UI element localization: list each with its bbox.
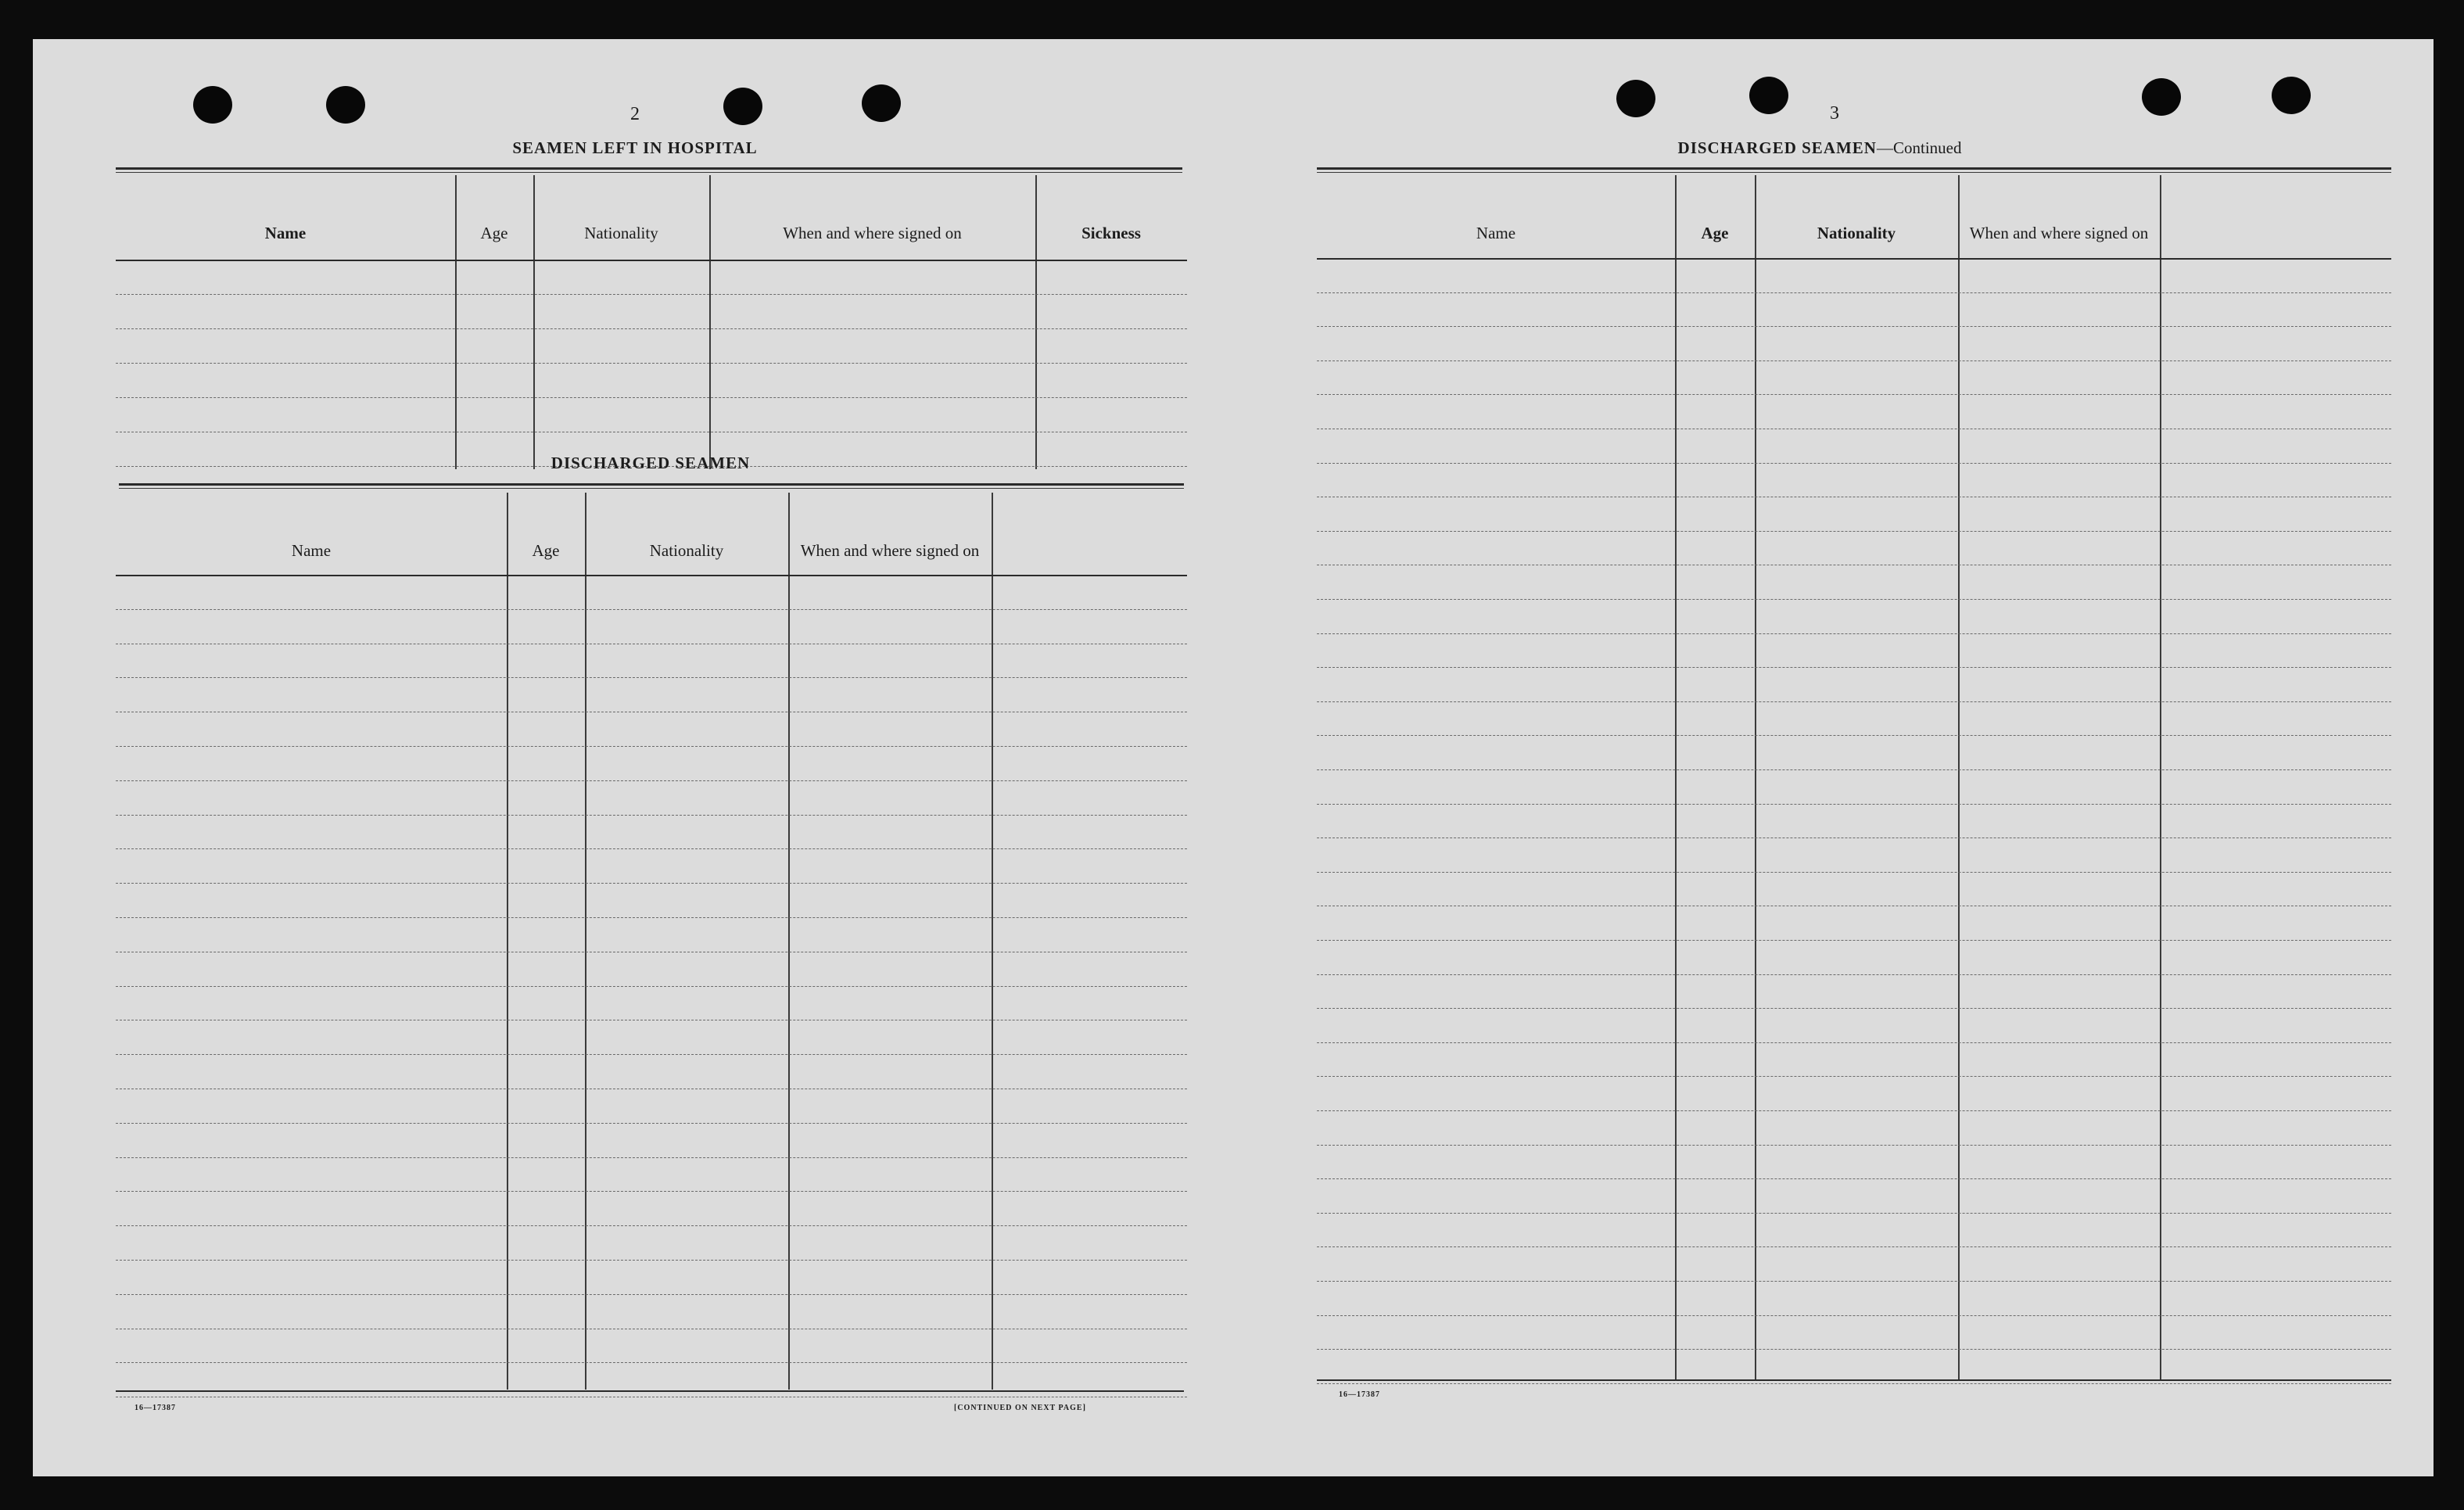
section-title-discharged: DISCHARGED SEAMEN (551, 454, 751, 472)
table-row (1317, 599, 2391, 600)
double-rule (1317, 167, 2391, 173)
table-row (1317, 394, 2391, 395)
punch-hole (723, 88, 762, 125)
ledger-sheet (33, 39, 2434, 1476)
table-row (1317, 1145, 2391, 1146)
column-header: Age (480, 224, 508, 242)
table-row (1317, 667, 2391, 668)
punch-hole (193, 86, 232, 124)
column-header: Nationality (649, 541, 724, 560)
column-divider (533, 175, 535, 469)
table-row (116, 328, 1187, 329)
column-header: Nationality (584, 224, 658, 242)
table-row (116, 1191, 1187, 1192)
discharged-table (116, 493, 1187, 1390)
table-row (116, 1362, 1187, 1363)
section-title-text: DISCHARGED SEAMEN (1677, 138, 1877, 157)
column-header: Name (264, 224, 307, 242)
table-row (116, 917, 1187, 918)
table-row (116, 780, 1187, 781)
table-row (1317, 1383, 2391, 1384)
table-row (1317, 1110, 2391, 1111)
page-number: 3 (1830, 103, 1839, 124)
table-row (1317, 463, 2391, 464)
table-row (116, 815, 1187, 816)
table-row (1317, 1246, 2391, 1247)
column-divider (507, 493, 508, 1390)
form-number: 16—17387 (1339, 1390, 1380, 1399)
column-divider (2160, 175, 2161, 1379)
column-divider (1035, 175, 1037, 469)
continued-note: [CONTINUED ON NEXT PAGE] (954, 1404, 1086, 1412)
table-row (1317, 735, 2391, 736)
table-row (1317, 701, 2391, 702)
punch-hole (326, 86, 365, 124)
table-row (1317, 769, 2391, 770)
table-row (116, 1157, 1187, 1158)
column-header: Sickness (1081, 224, 1141, 242)
table-row (1317, 804, 2391, 805)
discharged-continued-table (1317, 175, 2391, 1379)
table-row (1317, 872, 2391, 873)
column-divider (455, 175, 457, 469)
table-row (1317, 974, 2391, 975)
table-row (1317, 360, 2391, 361)
section-title-hospital: SEAMEN LEFT IN HOSPITAL (512, 138, 758, 157)
table-row (1317, 837, 2391, 838)
table-row (1317, 531, 2391, 532)
column-divider (788, 493, 790, 1390)
table-row (1317, 292, 2391, 293)
table-row (1317, 326, 2391, 327)
column-divider (1958, 175, 1960, 1379)
punch-hole (2142, 78, 2181, 116)
punch-hole (1749, 77, 1788, 114)
column-header: When and where signed on (1969, 224, 2149, 242)
header-underline (116, 260, 1187, 261)
table-row (1317, 1076, 2391, 1077)
column-header: When and where signed on (783, 224, 962, 242)
column-divider (992, 493, 993, 1390)
double-rule (116, 167, 1182, 173)
table-row (116, 1225, 1187, 1226)
section-title-discharged-continued (1678, 138, 1962, 158)
table-row (116, 746, 1187, 747)
table-row (1317, 1008, 2391, 1009)
page-number: 2 (630, 104, 640, 124)
table-row (116, 1054, 1187, 1055)
table-row (116, 609, 1187, 610)
column-divider (585, 493, 586, 1390)
table-row (116, 848, 1187, 849)
punch-hole (1616, 80, 1655, 117)
column-divider (1675, 175, 1677, 1379)
table-row (1317, 1281, 2391, 1282)
header-underline (1317, 258, 2391, 260)
bottom-rule (116, 1390, 1184, 1392)
column-header: Name (1476, 224, 1516, 242)
table-row (1317, 1349, 2391, 1350)
table-row (116, 1294, 1187, 1295)
table-row (1317, 1213, 2391, 1214)
header-underline (116, 575, 1187, 576)
table-row (1317, 1315, 2391, 1316)
form-number: 16—17387 (134, 1404, 176, 1412)
table-row (116, 397, 1187, 398)
double-rule (119, 483, 1184, 489)
punch-hole (862, 84, 901, 122)
table-row (1317, 940, 2391, 941)
table-row (116, 883, 1187, 884)
hospital-table (116, 175, 1187, 469)
table-row (1317, 1178, 2391, 1179)
column-header: When and where signed on (800, 541, 980, 560)
table-row (116, 677, 1187, 678)
table-row (116, 363, 1187, 364)
table-row (116, 1260, 1187, 1261)
column-header: Nationality (1817, 224, 1896, 242)
table-row (1317, 633, 2391, 634)
column-divider (709, 175, 711, 469)
table-row (116, 294, 1187, 295)
column-header: Age (1701, 224, 1729, 242)
table-row (116, 1123, 1187, 1124)
punch-hole (2272, 77, 2311, 114)
table-row (116, 986, 1187, 987)
section-title-suffix: —Continued (1876, 138, 1962, 157)
bottom-rule (1317, 1379, 2391, 1381)
column-header: Name (291, 541, 332, 560)
column-header: Age (532, 541, 560, 560)
table-row (1317, 1042, 2391, 1043)
column-divider (1755, 175, 1756, 1379)
